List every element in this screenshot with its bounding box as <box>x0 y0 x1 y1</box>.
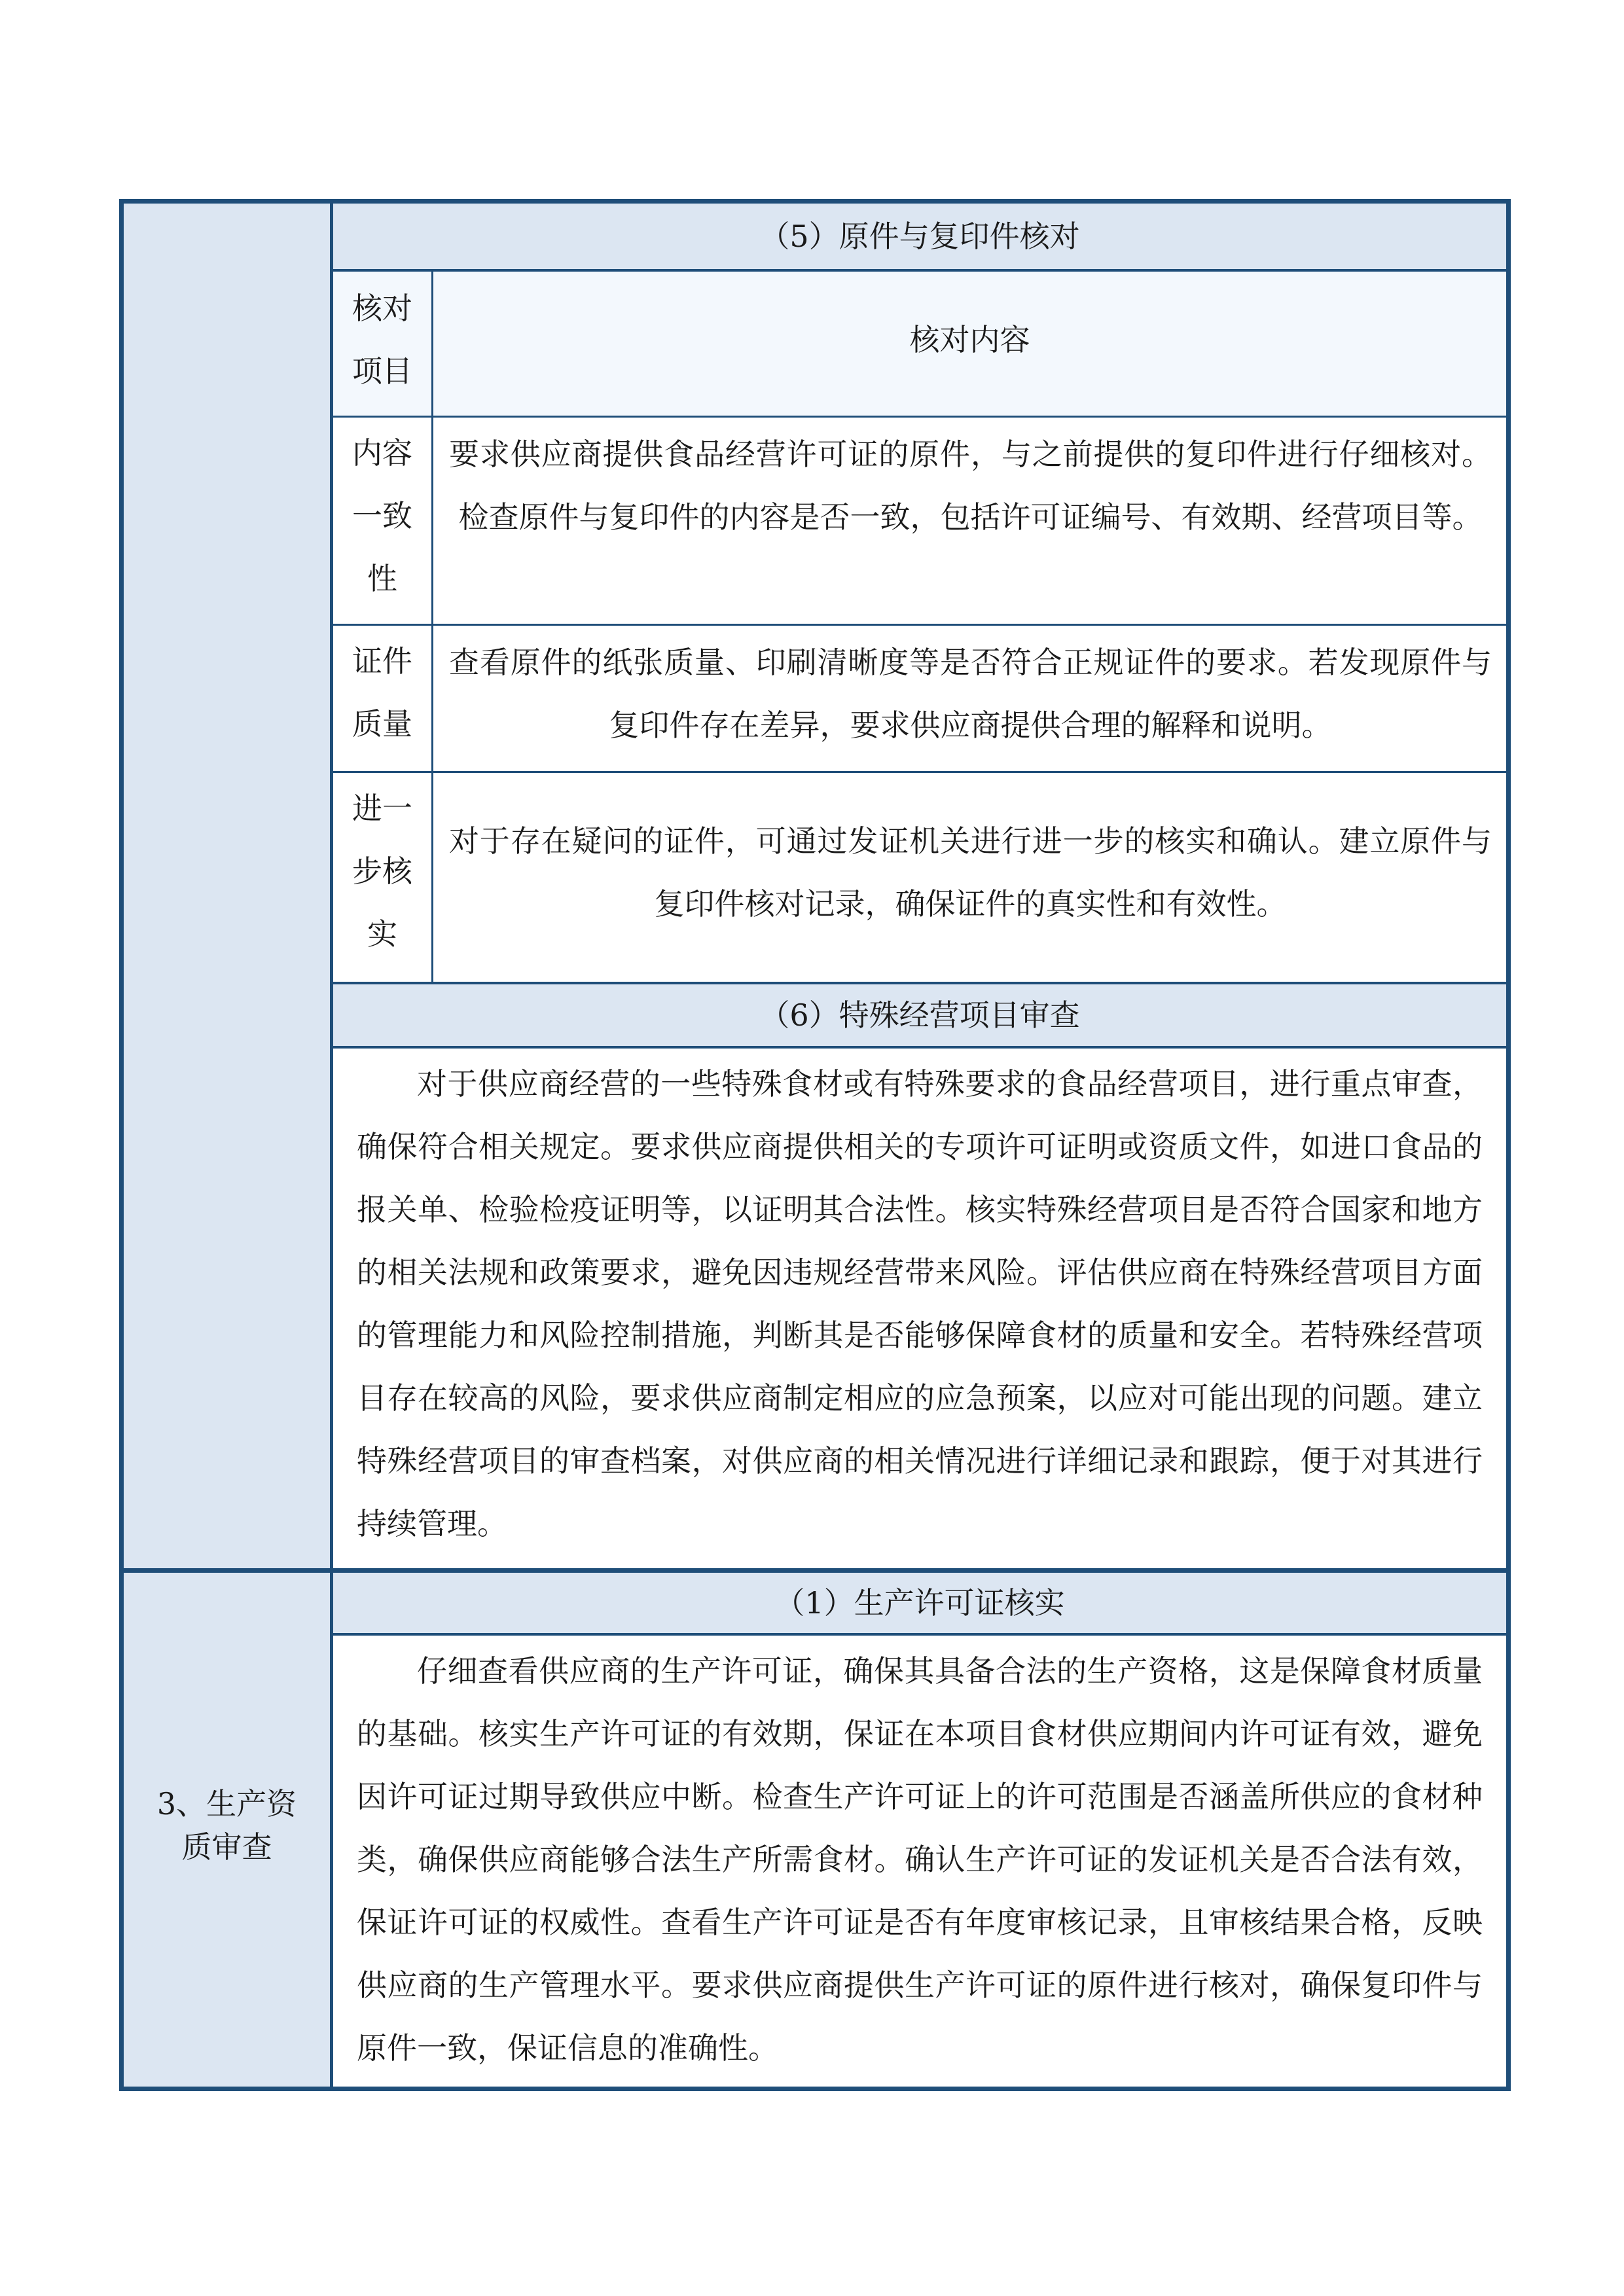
left-category-cell-empty <box>124 204 330 1568</box>
supplier-review-table <box>119 199 1511 2091</box>
row-content: 查看原件的纸张质量、印刷清晰度等是否符合正规证件的要求。若发现原件与复印件存在差异，要求供应商提供合理的解释和说明。 <box>449 645 1492 743</box>
row-label: 进一 步核 实 <box>352 791 412 952</box>
col-content-label: 核对内容 <box>909 322 1030 357</box>
category-divider <box>124 1568 1506 1573</box>
production-license-title: （1）生产许可证核实 <box>774 1585 1065 1621</box>
row-content: 对于存在疑问的证件，可通过发证机关进行进一步的核实和确认。建立原件与复印件核对记录，确保证件的真实性和有效性。 <box>449 823 1492 922</box>
column-header-item <box>333 272 431 416</box>
left-category-cell-production <box>124 1573 330 2087</box>
row-label: 内容 一致 性 <box>352 435 412 596</box>
production-license-header <box>333 1573 1506 1633</box>
col-item-label: 核对 项目 <box>352 291 412 389</box>
section-6-text: 对于供应商经营的一些特殊食材或有特殊要求的食品经营项目，进行重点审查，确保符合相关规定。要求供应商提供相关的专项许可证明或资质文件，如进口食品的报关单、检验检疫证明等，以证明其合法性。核实特殊经营项目是否符合国家和地方的相关法规和政策要求，避免因违规经营带来风险。评估供应商在特殊经营项目方面的管理能力和风险控制措施，判断其是否能够保障食材的质量和安全。若特殊经营项目存在较高的风险，要求供应商制定相应的应急预案，以应对可能出现的问题。建立特殊经营项目的审查档案，对供应商的相关情况进行详细记录和跟踪，便于对其进行持续管理。 <box>357 1066 1483 1541</box>
section-6-header <box>333 984 1506 1046</box>
section-5-title: （5）原件与复印件核对 <box>759 219 1080 254</box>
category-3-label: 3、生产资 质审查 <box>156 1786 297 1865</box>
column-header-content <box>433 272 1506 416</box>
production-license-text: 仔细查看供应商的生产许可证，确保其具备合法的生产资格，这是保障食材质量的基础。核实生产许可证的有效期，保证在本项目食材供应期间内许可证有效，避免因许可证过期导致供应中断。检查生产许可证上的许可范围是否涵盖所供应的食材种类，确保供应商能够合法生产所需食材。确认生产许可证的发证机关是否合法有效，保证许可证的权威性。查看生产许可证是否有年度审核记录，且审核结果合格，反映供应商的生产管理水平。要求供应商提供生产许可证的原件进行核对，确保复印件与原件一致，保证信息的准确性。 <box>357 1653 1483 2066</box>
row-label: 证件 质量 <box>352 643 412 742</box>
section-6-title: （6）特殊经营项目审查 <box>759 997 1080 1033</box>
row-content: 要求供应商提供食品经营许可证的原件，与之前提供的复印件进行仔细核对。检查原件与复印件的内容是否一致，包括许可证编号、有效期、经营项目等。 <box>449 437 1492 535</box>
section-5-header <box>333 204 1506 269</box>
